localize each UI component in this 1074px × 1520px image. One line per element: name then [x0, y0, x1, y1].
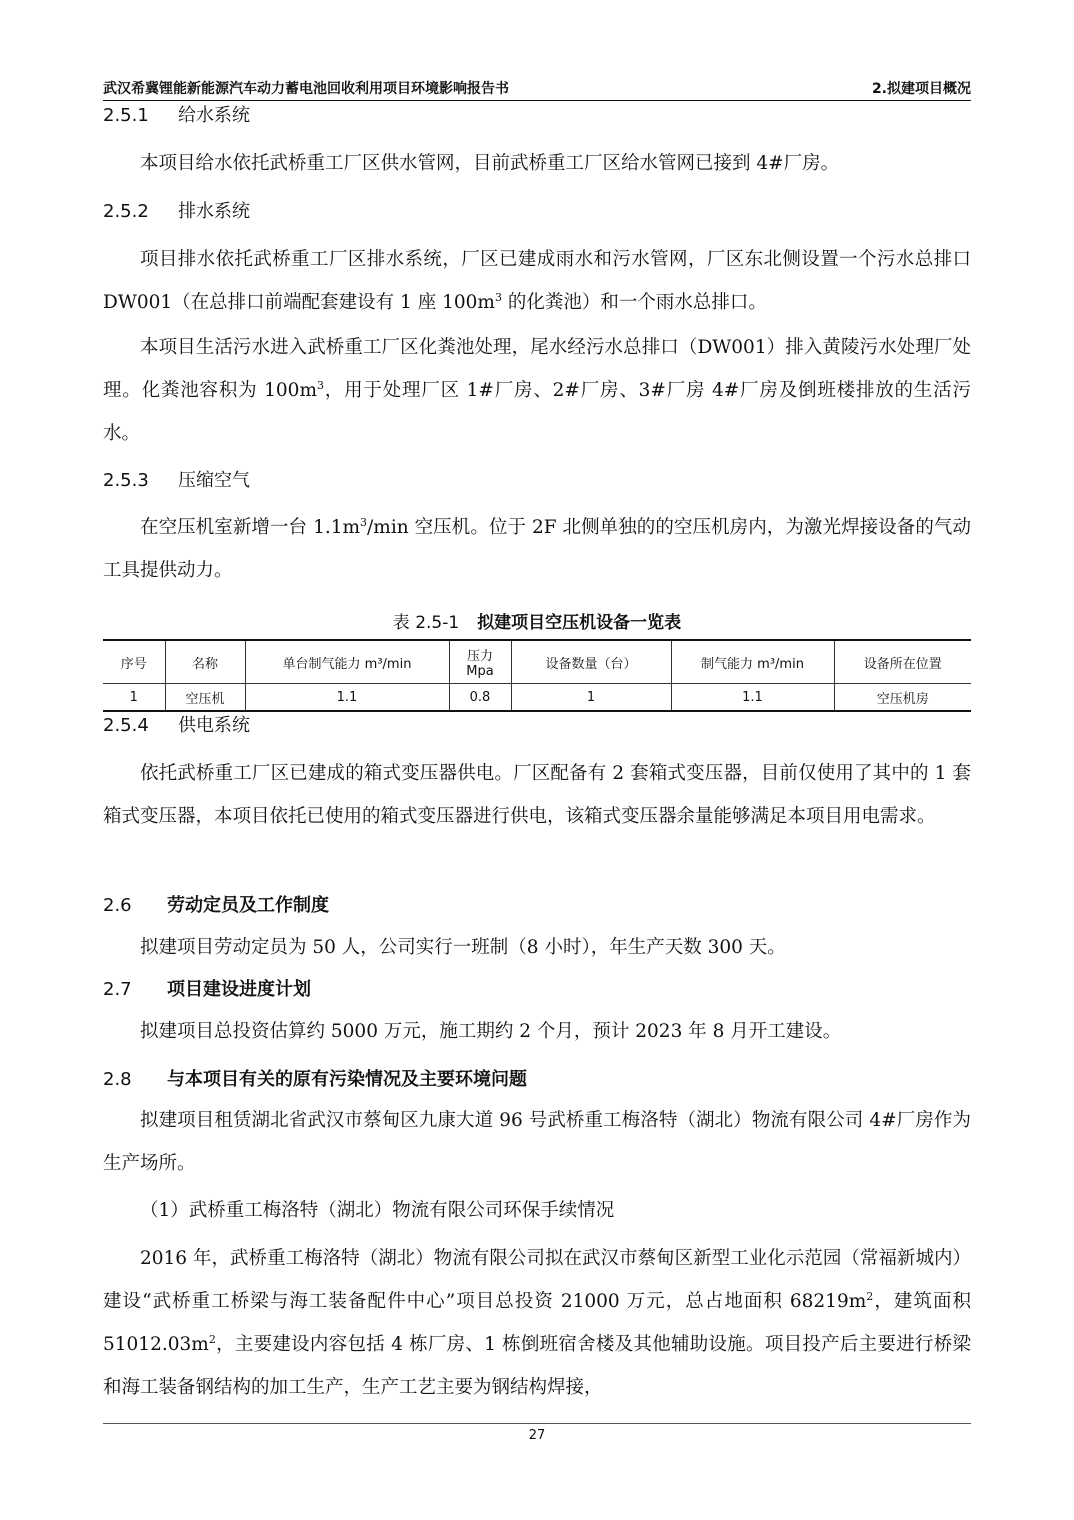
text-run: /min 空压机。位于 2F 北侧单独的的空压机房内，为激光焊接设备的气动工具提供动力。: [103, 517, 971, 581]
table-cell: 0.8: [449, 684, 511, 712]
table-header-cell: 设备所在位置: [834, 640, 971, 684]
table-header-cell: 设备数量（台）: [511, 640, 671, 684]
text-run: 项目排水依托武桥重工厂区排水系统，厂区已建成雨水和污水管网，厂区东北侧设置一个污水总排口 DW001（在总排口前端配套建设有 1 座 100m: [103, 249, 971, 313]
header-line: 压力: [466, 649, 493, 664]
heading-2-8: [103, 1068, 527, 1092]
table-caption-number: 表 2.5-1: [392, 613, 460, 633]
page-header: [103, 76, 971, 98]
footer-rule: [103, 1423, 971, 1424]
heading-2-6: [103, 894, 329, 918]
text-run: ，用于处理厂区 1#厂房、2#厂房、3#厂房 4#厂房及倒班楼排放的生活污水。: [103, 380, 971, 444]
superscript: 2: [208, 1332, 216, 1346]
text-run: 的化粪池）和一个雨水总排口。: [501, 292, 767, 313]
superscript: 2: [866, 1289, 874, 1303]
table-header-cell: 名称: [165, 640, 245, 684]
paragraph-drainage-1: [103, 238, 971, 324]
heading-number: 2.6: [103, 895, 132, 916]
superscript: 3: [494, 290, 502, 304]
heading-2-5-4: [103, 714, 250, 738]
heading-number: 2.5.3: [103, 470, 149, 491]
heading-number: 2.5.1: [103, 105, 149, 126]
heading-title: 排水系统: [178, 201, 250, 222]
table-caption: [0, 611, 1074, 635]
heading-title: 与本项目有关的原有污染情况及主要环境问题: [167, 1069, 527, 1090]
table-header-row: [103, 640, 971, 684]
equipment-table: [103, 639, 971, 712]
heading-2-5-2: [103, 200, 250, 224]
text-run: ，建筑面积 51012.03m: [103, 1291, 971, 1355]
table-row: [103, 684, 971, 712]
heading-2-5-3: [103, 469, 250, 493]
paragraph-site: 拟建项目租赁湖北省武汉市蔡甸区九康大道 96 号武桥重工梅洛特（湖北）物流有限公司 4#厂房作为生产场所。: [103, 1110, 971, 1174]
heading-title: 供电系统: [178, 715, 250, 736]
text-run: 在空压机室新增一台 1.1m: [140, 517, 361, 538]
table-header-cell: 单台制气能力 m³/min: [245, 640, 449, 684]
table-cell: 1.1: [671, 684, 834, 712]
heading-title: 压缩空气: [178, 470, 250, 491]
heading-number: 2.7: [103, 979, 132, 1000]
header-line: Mpa: [466, 664, 494, 679]
superscript: 3: [360, 515, 368, 529]
heading-title: 劳动定员及工作制度: [167, 895, 329, 916]
header-chapter-title: 2.拟建项目概况: [871, 81, 971, 97]
text-run: 本项目生活污水进入武桥重工厂区化粪池处理，尾水经污水总排口（DW001）排入黄陵污水处理厂处理。化粪池容积为 100m: [103, 337, 971, 401]
header-rule: [103, 100, 971, 101]
paragraph-compressed-air: [103, 506, 971, 592]
table-header-cell: 序号: [103, 640, 165, 684]
heading-number: 2.8: [103, 1069, 132, 1090]
paragraph-staffing: 拟建项目劳动定员为 50 人，公司实行一班制（8 小时），年生产天数 300 天。: [140, 937, 786, 958]
table-cell: 1.1: [245, 684, 449, 712]
text-run: ，主要建设内容包括 4 栋厂房、1 栋倒班宿舍楼及其他辅助设施。项目投产后主要进行桥梁和海工装备钢结构的加工生产，生产工艺主要为钢结构焊接，: [103, 1334, 971, 1398]
paragraph-subheading-1: （1）武桥重工梅洛特（湖北）物流有限公司环保手续情况: [140, 1200, 615, 1221]
table-cell: 空压机: [165, 684, 245, 712]
paragraph-history: [103, 1237, 971, 1409]
heading-title: 给水系统: [178, 105, 250, 126]
heading-2-7: [103, 978, 311, 1002]
table-header-cell: 制气能力 m³/min: [671, 640, 834, 684]
heading-2-5-1: [103, 104, 250, 128]
heading-title: 项目建设进度计划: [167, 979, 311, 1000]
table-cell: 空压机房: [834, 684, 971, 712]
heading-number: 2.5.4: [103, 715, 149, 736]
text-run: 2016 年，武桥重工梅洛特（湖北）物流有限公司拟在武汉市蔡甸区新型工业化示范园（常福新城内）建设“武桥重工桥梁与海工装备配件中心”项目总投资 21000 万元，总占地面积 68219m: [103, 1248, 971, 1312]
paragraph-schedule: 拟建项目总投资估算约 5000 万元，施工期约 2 个月，预计 2023 年 8 月开工建设。: [140, 1021, 842, 1042]
table-cell: 1: [511, 684, 671, 712]
header-report-title: 武汉希冀锂能新能源汽车动力蓄电池回收利用项目环境影响报告书: [103, 81, 509, 97]
paragraph-drainage-2: [103, 326, 971, 455]
heading-number: 2.5.2: [103, 201, 149, 222]
paragraph-power-supply: 依托武桥重工厂区已建成的箱式变压器供电。厂区配备有 2 套箱式变压器，目前仅使用了其中的 1 套箱式变压器，本项目依托已使用的箱式变压器进行供电，该箱式变压器余量能够满足本项目用电需求。: [103, 763, 971, 827]
superscript: 3: [317, 378, 324, 392]
table-header-cell: [449, 640, 511, 684]
paragraph-water-supply: 本项目给水依托武桥重工厂区供水管网，目前武桥重工厂区给水管网已接到 4#厂房。: [140, 153, 840, 174]
table-caption-title: 拟建项目空压机设备一览表: [477, 613, 682, 633]
page-number: 27: [528, 1428, 546, 1443]
table-cell: 1: [103, 684, 165, 712]
